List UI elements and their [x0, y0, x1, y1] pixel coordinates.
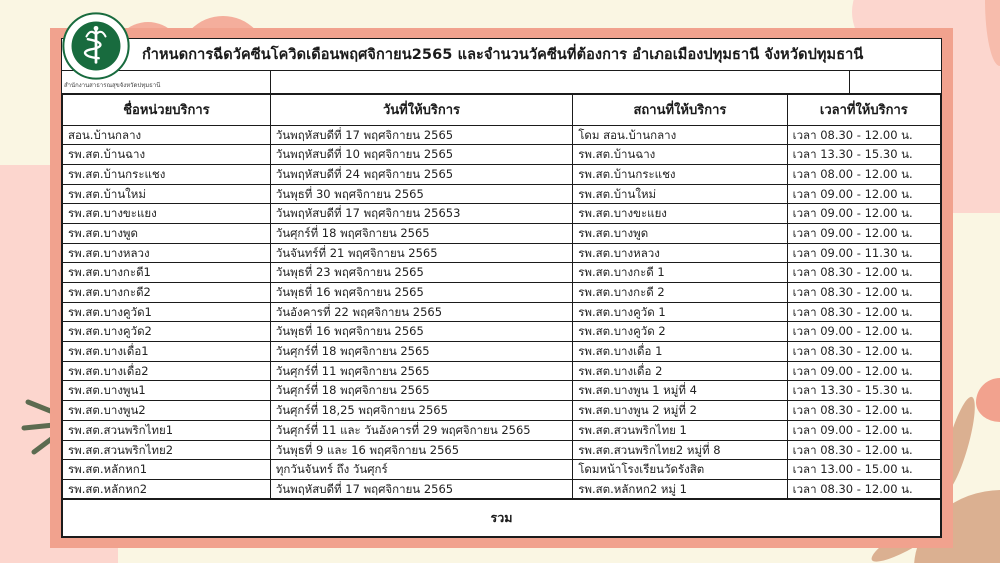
cell-unit: รพ.สต.บางคูวัด1 — [62, 302, 270, 322]
agency-row — [61, 71, 942, 93]
cell-time: เวลา 08.30 - 12.00 น. — [787, 401, 941, 421]
table-row — [62, 125, 941, 145]
cell-time: เวลา 09.00 - 12.00 น. — [787, 322, 941, 342]
cell-place: รพ.สต.บางหลวง — [573, 243, 787, 263]
header-service-time: เวลาที่ให้บริการ — [787, 94, 941, 125]
table-row — [62, 361, 941, 381]
cell-unit: รพ.สต.บ้านใหม่ — [62, 184, 270, 204]
cell-unit: รพ.สต.สวนพริกไทย2 — [62, 440, 270, 460]
cell-time: เวลา 09.00 - 12.00 น. — [787, 361, 941, 381]
cell-time: เวลา 08.30 - 12.00 น. — [787, 479, 941, 499]
cell-date: วันพฤหัสบดีที่ 24 พฤศจิกายน 2565 — [270, 164, 572, 184]
cell-date: วันพุธที่ 16 พฤศจิกายน 2565 — [270, 283, 572, 303]
document — [61, 38, 942, 538]
cell-date: ทุกวันจันทร์ ถึง วันศุกร์ — [270, 460, 572, 480]
table-row — [62, 184, 941, 204]
cell-time: เวลา 08.30 - 12.00 น. — [787, 440, 941, 460]
cell-time: เวลา 08.30 - 12.00 น. — [787, 125, 941, 145]
table-row — [62, 263, 941, 283]
cell-unit: รพ.สต.หลักหก2 — [62, 479, 270, 499]
cell-time: เวลา 13.30 - 15.30 น. — [787, 381, 941, 401]
cell-place: รพ.สต.หลักหก2 หมู่ 1 — [573, 479, 787, 499]
moph-logo-icon — [62, 12, 130, 80]
cell-date: วันพุธที่ 9 และ 16 พฤศจิกายน 2565 — [270, 440, 572, 460]
cell-place: รพ.สต.บางกะดี 2 — [573, 283, 787, 303]
cell-date: วันพฤหัสบดีที่ 17 พฤศจิกายน 2565 — [270, 125, 572, 145]
cell-unit: รพ.สต.บางเดื่อ2 — [62, 361, 270, 381]
table-row — [62, 243, 941, 263]
cell-place: รพ.สต.บางคูวัด 2 — [573, 322, 787, 342]
cell-unit: รพ.สต.สวนพริกไทย1 — [62, 420, 270, 440]
table-header-row — [62, 94, 941, 125]
cell-place: รพ.สต.บางกะดี 1 — [573, 263, 787, 283]
table-row — [62, 460, 941, 480]
cell-unit: รพ.สต.บ้านกระแชง — [62, 164, 270, 184]
table-row — [62, 283, 941, 303]
table-row — [62, 164, 941, 184]
cell-time: เวลา 08.30 - 12.00 น. — [787, 283, 941, 303]
cell-date: วันศุกร์ที่ 18 พฤศจิกายน 2565 — [270, 223, 572, 243]
cell-date: วันพฤหัสบดีที่ 17 พฤศจิกายน 2565 — [270, 479, 572, 499]
cell-place: รพ.สต.สวนพริกไทย 1 — [573, 420, 787, 440]
cell-unit: รพ.สต.บางเดื่อ1 — [62, 342, 270, 362]
table-row — [62, 302, 941, 322]
cell-time: เวลา 08.30 - 12.00 น. — [787, 302, 941, 322]
cell-place: รพ.สต.บางพูน 2 หมู่ที่ 2 — [573, 401, 787, 421]
vaccine-schedule-table — [61, 93, 942, 500]
cell-date: วันพฤหัสบดีที่ 17 พฤศจิกายน 25653 — [270, 204, 572, 224]
cell-date: วันพฤหัสบดีที่ 10 พฤศจิกายน 2565 — [270, 145, 572, 165]
cell-time: เวลา 09.00 - 12.00 น. — [787, 204, 941, 224]
agency-small-text: สำนักงานสาธารณสุขจังหวัดปทุมธานี — [62, 71, 271, 93]
table-row — [62, 381, 941, 401]
agency-row-spacer — [850, 71, 941, 93]
cell-place: รพ.สต.บ้านฉาง — [573, 145, 787, 165]
cell-place: รพ.สต.บางขะแยง — [573, 204, 787, 224]
cell-place: โดม สอน.บ้านกลาง — [573, 125, 787, 145]
cell-time: เวลา 09.00 - 11.30 น. — [787, 243, 941, 263]
cell-place: รพ.สต.บ้านกระแชง — [573, 164, 787, 184]
cell-date: วันศุกร์ที่ 18 พฤศจิกายน 2565 — [270, 381, 572, 401]
cell-unit: รพ.สต.บ้านฉาง — [62, 145, 270, 165]
cell-time: เวลา 08.30 - 12.00 น. — [787, 263, 941, 283]
table-body — [62, 125, 941, 499]
cell-unit: รพ.สต.บางกะดี2 — [62, 283, 270, 303]
table-row — [62, 479, 941, 499]
cell-date: วันพุธที่ 16 พฤศจิกายน 2565 — [270, 322, 572, 342]
cell-unit: รพ.สต.หลักหก1 — [62, 460, 270, 480]
cell-date: วันศุกร์ที่ 18 พฤศจิกายน 2565 — [270, 342, 572, 362]
agency-row-spacer — [271, 71, 850, 93]
table-row — [62, 322, 941, 342]
cell-place: รพ.สต.บางคูวัด 1 — [573, 302, 787, 322]
cell-unit: รพ.สต.บางกะดี1 — [62, 263, 270, 283]
cell-unit: รพ.สต.บางหลวง — [62, 243, 270, 263]
cell-unit: รพ.สต.บางคูวัด2 — [62, 322, 270, 342]
header-service-date: วันที่ให้บริการ — [270, 94, 572, 125]
cell-time: เวลา 13.00 - 15.00 น. — [787, 460, 941, 480]
cell-date: วันจันทร์ที่ 21 พฤศจิกายน 2565 — [270, 243, 572, 263]
cell-unit: รพ.สต.บางขะแยง — [62, 204, 270, 224]
cell-time: เวลา 09.00 - 12.00 น. — [787, 184, 941, 204]
document-frame — [50, 28, 953, 548]
cell-unit: รพ.สต.บางพูน2 — [62, 401, 270, 421]
page-title: กำหนดการฉีดวัคซีนโควิดเดือนพฤศจิกายน2565 และจำนวนวัคซีนที่ต้องการ อำเภอเมืองปทุมธานี จังหวัดปทุมธานี — [142, 47, 864, 63]
table-row — [62, 342, 941, 362]
cell-time: เวลา 08.30 - 12.00 น. — [787, 342, 941, 362]
total-row — [61, 500, 942, 538]
table-row — [62, 223, 941, 243]
total-label: รวม — [490, 510, 513, 526]
cell-time: เวลา 13.30 - 15.30 น. — [787, 145, 941, 165]
table-row — [62, 204, 941, 224]
cell-date: วันอังคารที่ 22 พฤศจิกายน 2565 — [270, 302, 572, 322]
cell-place: รพ.สต.บางพูด — [573, 223, 787, 243]
cell-date: วันพุธที่ 23 พฤศจิกายน 2565 — [270, 263, 572, 283]
table-row — [62, 401, 941, 421]
table-row — [62, 440, 941, 460]
cell-place: รพ.สต.บ้านใหม่ — [573, 184, 787, 204]
cell-time: เวลา 09.00 - 12.00 น. — [787, 420, 941, 440]
cell-place: รพ.สต.สวนพริกไทย2 หมู่ที่ 8 — [573, 440, 787, 460]
cell-date: วันศุกร์ที่ 11 พฤศจิกายน 2565 — [270, 361, 572, 381]
cell-unit: สอน.บ้านกลาง — [62, 125, 270, 145]
table-row — [62, 420, 941, 440]
cell-time: เวลา 09.00 - 12.00 น. — [787, 223, 941, 243]
cell-date: วันศุกร์ที่ 18,25 พฤศจิกายน 2565 — [270, 401, 572, 421]
cell-place: โดมหน้าโรงเรียนวัดรังสิต — [573, 460, 787, 480]
table-row — [62, 145, 941, 165]
cell-place: รพ.สต.บางพูน 1 หมู่ที่ 4 — [573, 381, 787, 401]
cell-date: วันพุธที่ 30 พฤศจิกายน 2565 — [270, 184, 572, 204]
cell-time: เวลา 08.00 - 12.00 น. — [787, 164, 941, 184]
cell-place: รพ.สต.บางเดื่อ 2 — [573, 361, 787, 381]
cell-date: วันศุกร์ที่ 11 และ วันอังคารที่ 29 พฤศจิกายน 2565 — [270, 420, 572, 440]
cell-place: รพ.สต.บางเดื่อ 1 — [573, 342, 787, 362]
header-unit-name: ชื่อหน่วยบริการ — [62, 94, 270, 125]
cell-unit: รพ.สต.บางพูด — [62, 223, 270, 243]
title-bar — [61, 38, 942, 71]
cell-unit: รพ.สต.บางพูน1 — [62, 381, 270, 401]
header-service-place: สถานที่ให้บริการ — [573, 94, 787, 125]
